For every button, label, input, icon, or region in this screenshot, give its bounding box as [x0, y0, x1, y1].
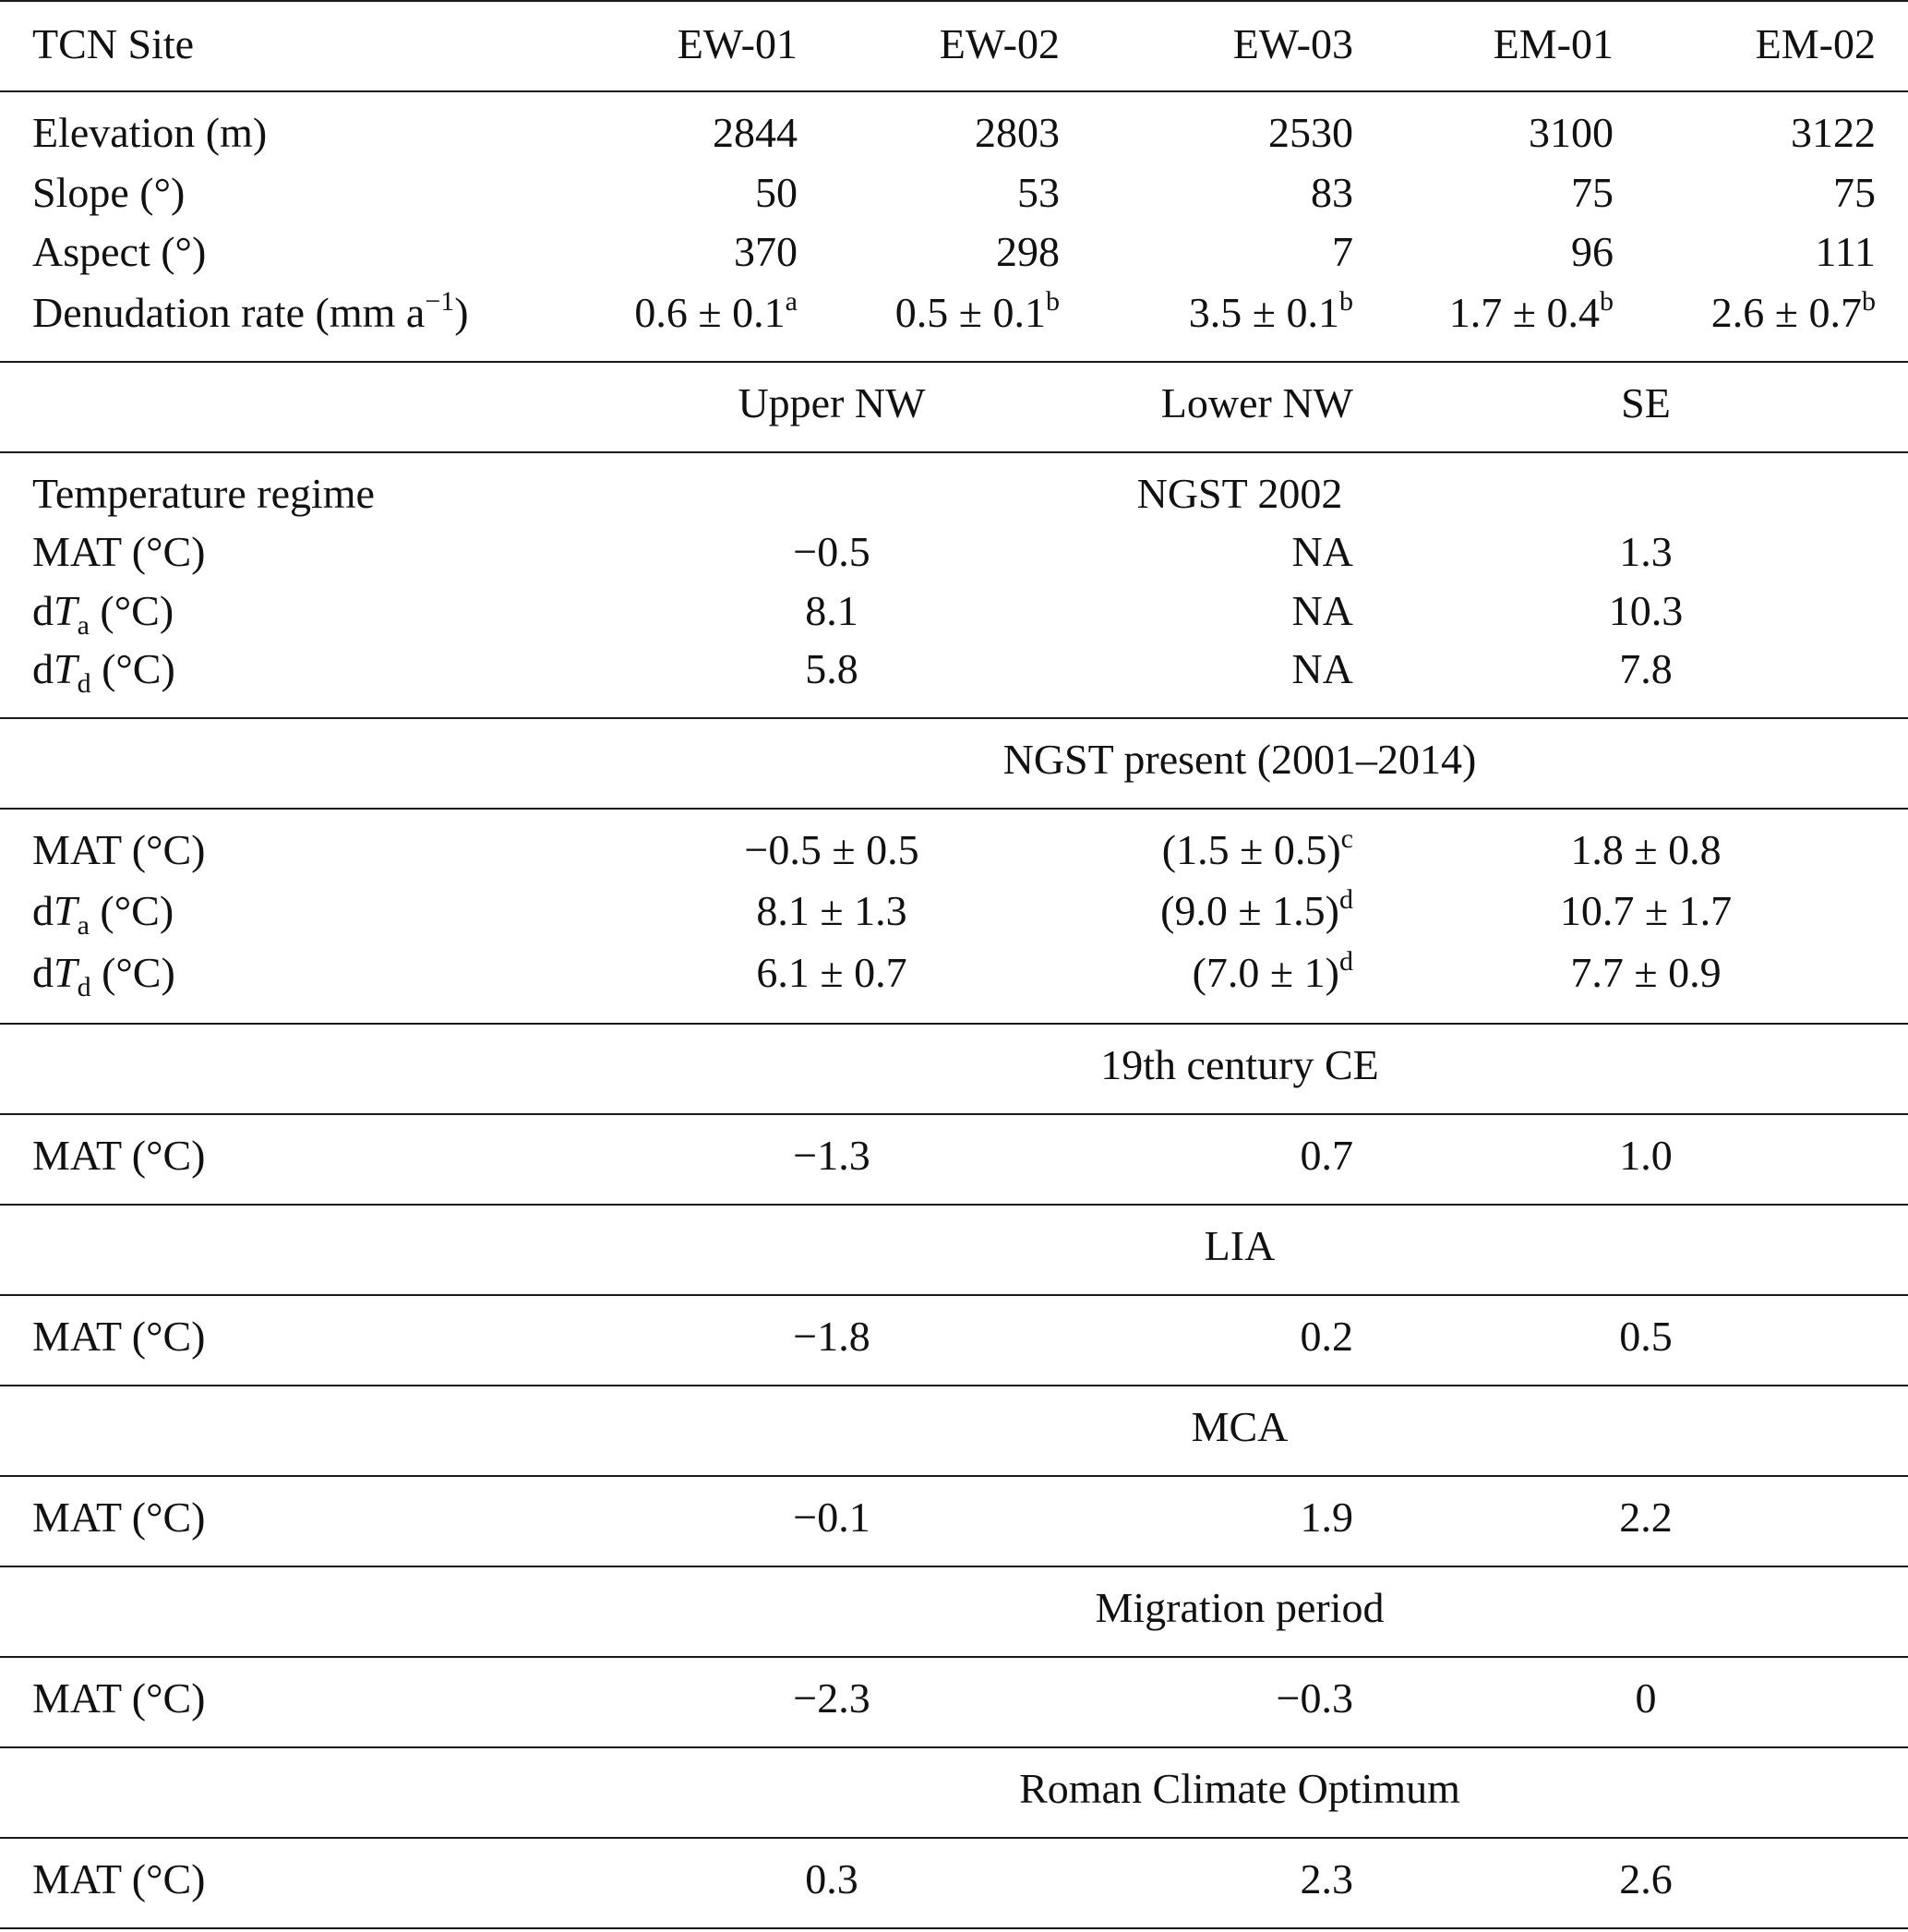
- ngst2002-dta-label: $dT_a$ (°C): [32, 587, 174, 641]
- ngst-present-dtd-label: $dT_d$ (°C): [32, 949, 175, 1002]
- ngst2002-dta-se: 10.3: [1608, 587, 1684, 634]
- aspect-em02: 111: [1815, 228, 1876, 275]
- period-3-mat-upper-nw: −0.1: [793, 1494, 870, 1541]
- period-2-mat-label: MAT (°C): [32, 1313, 206, 1360]
- ngst2002-rule: [0, 717, 1908, 719]
- period-1-mat-lower-nw: 0.7: [1300, 1132, 1353, 1179]
- slope-ew03: 83: [1311, 169, 1353, 216]
- ngst-present-title: NGST present (2001–2014): [1002, 736, 1477, 783]
- period-5-title-rule: [0, 1837, 1908, 1839]
- period-4-mat-label: MAT (°C): [32, 1674, 206, 1722]
- ngst2002-dtd-lower-nw: NA: [1291, 645, 1353, 692]
- period-5-title: Roman Climate Optimum: [1019, 1765, 1460, 1812]
- tcn-site-label: TCN Site: [32, 20, 195, 67]
- denudation-ew01: 0.6 ± 0.1$^a$: [634, 286, 798, 336]
- period-5-mat-se: 2.6: [1619, 1855, 1673, 1902]
- slope-em02: 75: [1833, 169, 1876, 216]
- period-3-title: MCA: [1191, 1403, 1289, 1450]
- site-header-ew02: EW-02: [939, 20, 1060, 67]
- period-1-title-rule: [0, 1113, 1908, 1115]
- table-bottom-rule: [0, 1927, 1908, 1929]
- elevation-ew01: 2844: [713, 109, 798, 156]
- period-1-mat-upper-nw: −1.3: [793, 1132, 870, 1179]
- period-4-rule: [0, 1746, 1908, 1748]
- period-5-mat-label: MAT (°C): [32, 1855, 206, 1902]
- period-2-title-rule: [0, 1294, 1908, 1296]
- ngst-present-dta-se: 10.7 ± 1.7: [1559, 887, 1733, 934]
- ngst-present-dta-lower-nw: $(9.0 \pm 1.5)^d$: [1160, 884, 1353, 934]
- ngst2002-dta-lower-nw: NA: [1291, 587, 1353, 634]
- ngst-present-dta-label: $dT_a$ (°C): [32, 887, 174, 941]
- slope-ew01: 50: [755, 169, 798, 216]
- ngst2002-mat-se: 1.3: [1619, 528, 1673, 575]
- elevation-em01: 3100: [1529, 109, 1614, 156]
- zone-header-rule: [0, 451, 1908, 453]
- ngst2002-mat-lower-nw: NA: [1291, 528, 1353, 575]
- period-1-mat-se: 1.0: [1619, 1132, 1673, 1179]
- period-1-rule: [0, 1204, 1908, 1206]
- period-2-mat-lower-nw: 0.2: [1300, 1313, 1353, 1360]
- period-3-mat-label: MAT (°C): [32, 1494, 206, 1541]
- period-5-mat-upper-nw: 0.3: [805, 1855, 858, 1902]
- ngst2002-dta-upper-nw: 8.1: [805, 587, 858, 634]
- ngst2002-dtd-upper-nw: 5.8: [805, 645, 858, 692]
- period-2-mat-se: 0.5: [1619, 1313, 1673, 1360]
- period-4-mat-lower-nw: −0.3: [1276, 1674, 1353, 1722]
- ngst-present-mat-label: MAT (°C): [32, 826, 206, 873]
- temperature-regime-label: Temperature regime: [32, 470, 375, 517]
- denudation-ew02: 0.5 ± 0.1$^b$: [894, 286, 1060, 336]
- aspect-em01: 96: [1571, 228, 1614, 275]
- site-header-em02: EM-02: [1755, 20, 1876, 67]
- slope-em01: 75: [1571, 169, 1614, 216]
- site-block-rule: [0, 361, 1908, 363]
- period-3-rule: [0, 1566, 1908, 1567]
- period-3-title-rule: [0, 1475, 1908, 1477]
- site-header-ew01: EW-01: [677, 20, 798, 67]
- ngst-present-dtd-se: 7.7 ± 0.9: [1570, 949, 1722, 996]
- period-4-title: Migration period: [1095, 1584, 1385, 1631]
- zone-header-se: SE: [1621, 379, 1671, 426]
- elevation-label: Elevation (m): [32, 109, 268, 156]
- aspect-ew02: 298: [996, 228, 1060, 275]
- period-3-mat-se: 2.2: [1619, 1494, 1673, 1541]
- period-4-mat-se: 0: [1635, 1674, 1657, 1722]
- denudation-ew03: 3.5 ± 0.1$^b$: [1188, 286, 1353, 336]
- period-4-title-rule: [0, 1656, 1908, 1658]
- ngst-present-mat-upper-nw: −0.5 ± 0.5: [744, 826, 919, 873]
- aspect-ew01: 370: [734, 228, 798, 275]
- aspect-ew03: 7: [1332, 228, 1353, 275]
- period-1-mat-label: MAT (°C): [32, 1132, 206, 1179]
- denudation-em01: 1.7 ± 0.4$^b$: [1448, 286, 1614, 336]
- ngst2002-dtd-label: $dT_d$ (°C): [32, 645, 175, 699]
- ngst-present-mat-lower-nw: $(1.5 \pm 0.5)^c$: [1161, 823, 1353, 873]
- period-2-rule: [0, 1385, 1908, 1386]
- ngst-present-rule: [0, 1023, 1908, 1025]
- period-5-mat-lower-nw: 2.3: [1300, 1855, 1353, 1902]
- ngst2002-mat-label: MAT (°C): [32, 528, 206, 575]
- ngst-present-dta-upper-nw: 8.1 ± 1.3: [756, 887, 907, 934]
- table-top-rule: [0, 0, 1908, 2]
- elevation-ew02: 2803: [975, 109, 1060, 156]
- period-4-mat-upper-nw: −2.3: [793, 1674, 870, 1722]
- period-3-mat-lower-nw: 1.9: [1300, 1494, 1353, 1541]
- period-2-title: LIA: [1204, 1222, 1276, 1269]
- site-header-em01: EM-01: [1493, 20, 1614, 67]
- denudation-label: Denudation rate (mm $a^{-1}$): [32, 286, 469, 336]
- ngst-present-mat-se: 1.8 ± 0.8: [1570, 826, 1722, 873]
- ngst2002-mat-upper-nw: −0.5: [793, 528, 870, 575]
- slope-label: Slope (°): [32, 169, 186, 216]
- slope-ew02: 53: [1017, 169, 1060, 216]
- ngst-present-dtd-lower-nw: $(7.0 \pm 1)^d$: [1192, 946, 1353, 996]
- period-2-mat-upper-nw: −1.8: [793, 1313, 870, 1360]
- ngst-present-title-rule: [0, 808, 1908, 810]
- zone-header-upper-nw: Upper NW: [738, 379, 926, 426]
- ngst-present-dtd-upper-nw: 6.1 ± 0.7: [756, 949, 907, 996]
- elevation-ew03: 2530: [1268, 109, 1353, 156]
- header-rule: [0, 90, 1908, 92]
- aspect-label: Aspect (°): [32, 228, 207, 275]
- site-header-ew03: EW-03: [1232, 20, 1353, 67]
- zone-header-lower-nw: Lower NW: [1160, 379, 1353, 426]
- ngst2002-dtd-se: 7.8: [1619, 645, 1673, 692]
- ngst2002-title: NGST 2002: [1136, 470, 1343, 517]
- elevation-em02: 3122: [1791, 109, 1876, 156]
- period-1-title: 19th century CE: [1100, 1041, 1379, 1088]
- denudation-em02: 2.6 ± 0.7$^b$: [1710, 286, 1876, 336]
